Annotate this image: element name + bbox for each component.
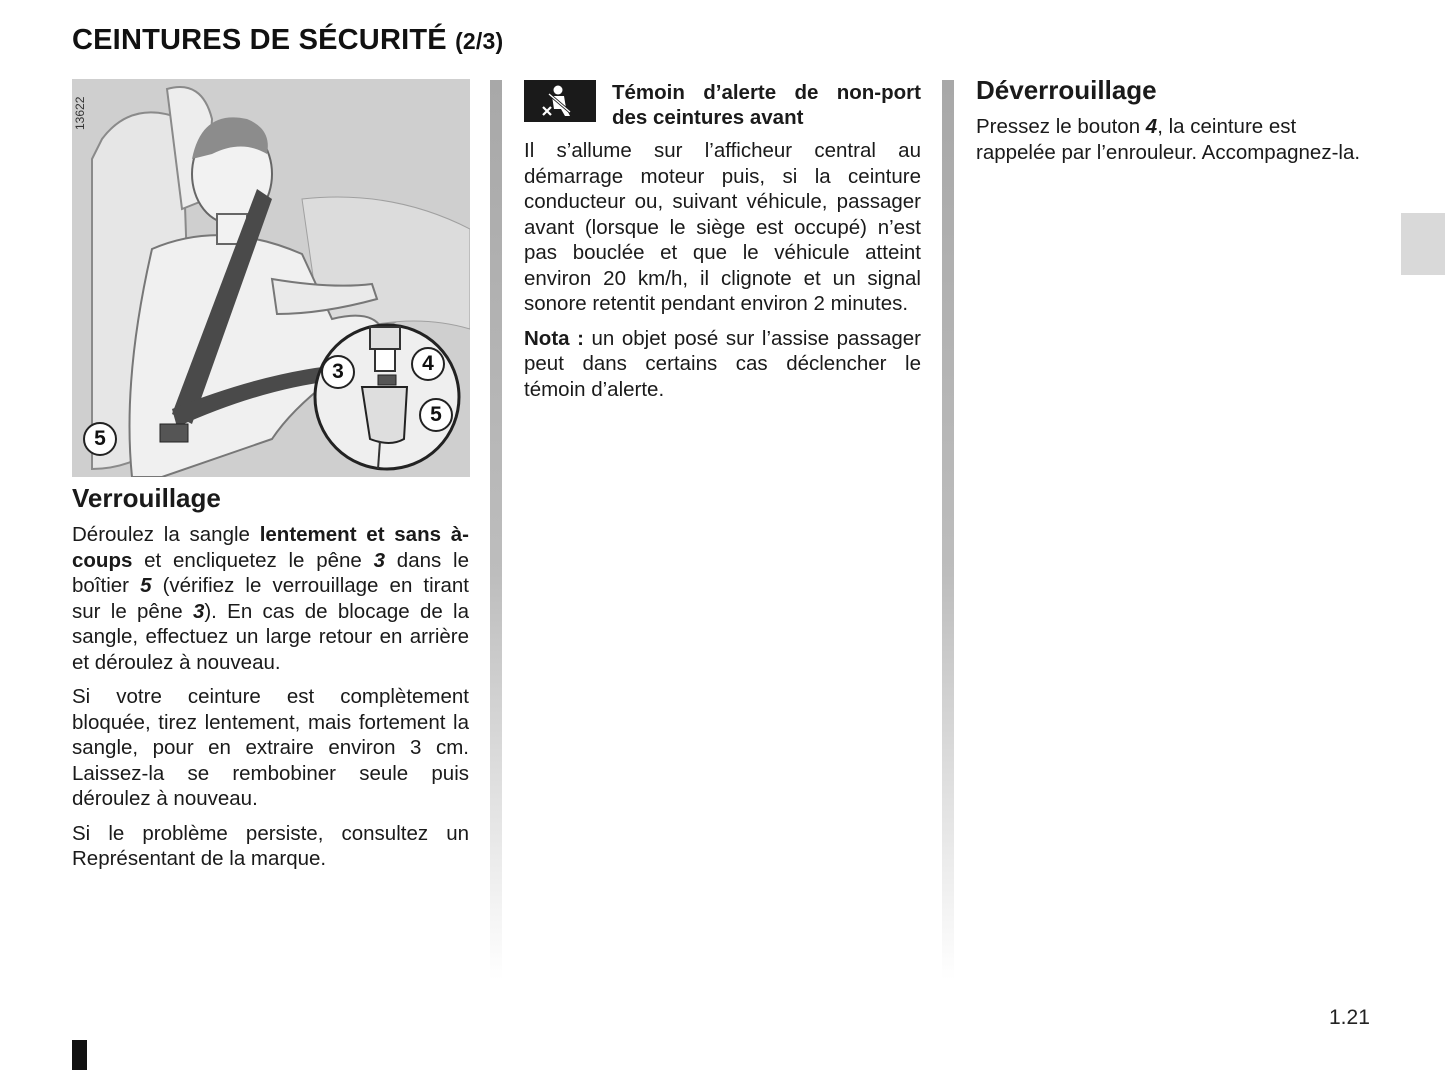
warning-header [524,80,921,130]
nota-paragraph: Nota : un objet posé sur l’assise passager peut dans certains cas déclencher le témoin d’alerte. [524,326,921,401]
verrouillage-paragraph-2: Si votre ceinture est complètement bloquée, tirez lentement, mais fortement la sangle, pour en extraire environ 3 cm. Laissez-la se rembobiner seule puis déroulez à nouveau. [72,685,469,810]
callout-3: 3 [321,355,355,389]
column-verrouillage [72,483,469,881]
verrouillage-paragraph-1: Déroulez la sangle lentement et sans à-coups et encliquetez le pêne 3 dans le boîtier 5 (vérifiez le verrouillage en tirant sur le pêne 3). En cas de blocage de la sangle, effectuez un large retour en arrière et déroulez à nouveau. [72,523,470,674]
callout-5-seat: 5 [83,422,117,456]
column-divider-2 [942,80,954,980]
corner-mark [72,1040,87,1070]
callout-5-buckle: 5 [419,398,453,432]
callout-4: 4 [411,347,445,381]
column-deverrouillage [976,75,1373,174]
driver-illustration [72,79,470,477]
page-number: 1.21 [1329,1006,1370,1029]
page-title: CEINTURES DE SÉCURITÉ (2/3) [72,24,504,56]
chapter-side-tab [1401,213,1445,275]
deverrouillage-paragraph: Pressez le bouton 4, la ceinture est rappelée par l’enrouleur. Accompagnez-la. [976,115,1361,164]
column-divider [490,80,502,980]
section-heading-verrouillage: Verrouillage [72,483,221,513]
temoin-paragraph: Il s’allume sur l’afficheur central au démarrage moteur puis, si la ceinture conducteur ou, suivant véhicule, passager avant (lorsque le siège est occupé) n’est pas bouclée et que le véhicule atteint environ 20 km/h, il clignote et un signal sonore retentit pendant environ 2 minutes. [524,139,921,315]
illustration-ref-number: 13622 [73,96,87,130]
verrouillage-paragraph-3: Si le problème persiste, consultez un Représentant de la marque. [72,821,469,870]
seatbelt-warning-icon [524,80,596,122]
column-temoin [524,80,921,411]
seatbelt-illustration [72,79,470,477]
warning-title: Témoin d’alerte de non-port des ceintures avant [612,81,921,129]
section-heading-deverrouillage: Déverrouillage [976,75,1157,105]
